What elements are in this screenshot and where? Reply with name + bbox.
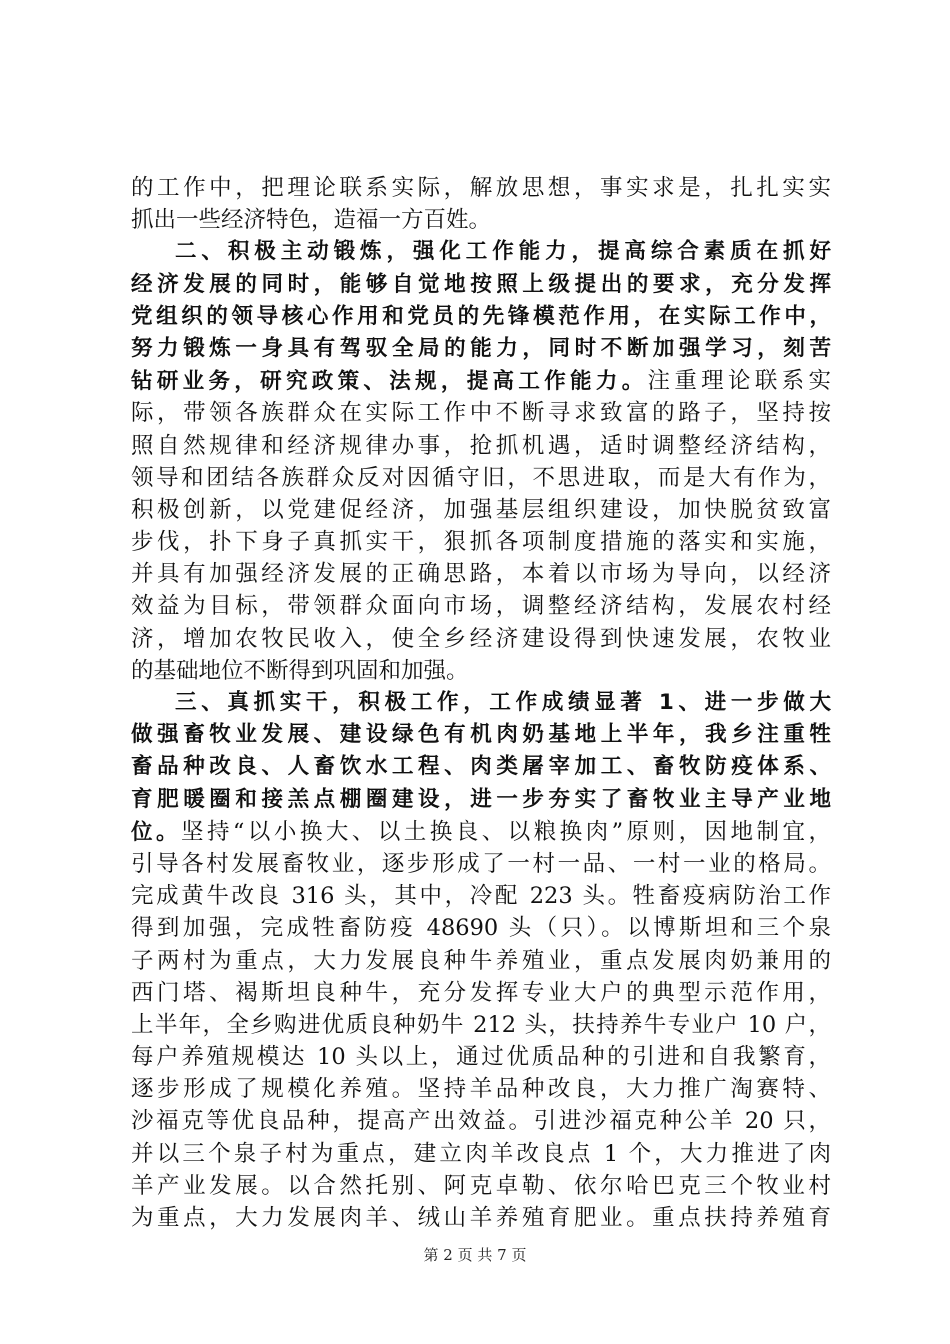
text-line: 逐步形成了规模化养殖。坚持羊品种改良，大力推广淘赛特、 <box>131 1076 831 1103</box>
text-line: 西门塔、褐斯坦良种牛，充分发挥专业大户的典型示范作用， <box>131 979 831 1006</box>
text-line: 际，带领各族群众在实际工作中不断寻求致富的路子，坚持按 <box>131 400 831 427</box>
text-line: 抓出一些经济特色，造福一方百姓。 <box>131 207 492 234</box>
text-run-bold: 钻研业务，研究政策、法规，提高工作能力。 <box>131 369 648 395</box>
text-line: 济，增加农牧民收入，使全乡经济建设得到快速发展，农牧业 <box>131 625 831 652</box>
text-line: 积极创新，以党建促经济，加强基层组织建设，加快脱贫致富 <box>131 496 831 523</box>
text-line: 沙福克等优良品种，提高产出效益。引进沙福克种公羊 20 只， <box>131 1108 831 1135</box>
text-line: 党组织的领导核心作用和党员的先锋模范作用，在实际工作中， <box>131 303 831 329</box>
text-line: 效益为目标，带领群众面向市场，调整经济结构，发展农村经 <box>131 593 831 620</box>
text-line: 子两村为重点，大力发展良种牛养殖业，重点发展肉奶兼用的 <box>131 947 831 974</box>
text-line: 步伐，扑下身子真抓实干，狠抓各项制度措施的落实和实施， <box>131 529 831 556</box>
text-line: 畜品种改良、人畜饮水工程、肉类屠宰加工、畜牧防疫体系、 <box>131 754 831 780</box>
text-line: 做强畜牧业发展、建设绿色有机肉奶基地上半年，我乡注重牲 <box>131 722 831 748</box>
section-heading: 三、真抓实干，积极工作，工作成绩显著 1、进一步做大 <box>175 690 831 715</box>
text-run: 注重理论联系实 <box>647 368 831 395</box>
text-line: 领导和团结各族群众反对因循守旧，不思进取，而是大有作为， <box>131 464 831 491</box>
text-line-mixed <box>131 816 831 848</box>
text-line: 羊产业发展。以合然托别、阿克卓勒、依尔哈巴克三个牧业村 <box>131 1172 831 1199</box>
text-line: 育肥暖圈和接羔点棚圈建设，进一步夯实了畜牧业主导产业地 <box>131 786 831 812</box>
text-line: 经济发展的同时，能够自觉地按照上级提出的要求，充分发挥 <box>131 271 831 297</box>
text-line: 完成黄牛改良 316 头，其中，冷配 223 头。牲畜疫病防治工作 <box>131 883 831 910</box>
page-footer: 第 2 页 共 7 页 <box>423 1246 527 1264</box>
text-line: 努力锻炼一身具有驾驭全局的能力，同时不断加强学习，刻苦 <box>131 335 831 361</box>
text-line: 并具有加强经济发展的正确思路，本着以市场为导向，以经济 <box>131 561 831 588</box>
text-line: 并以三个泉子村为重点，建立肉羊改良点 1 个，大力推进了肉 <box>131 1140 831 1167</box>
text-line: 得到加强，完成牲畜防疫 48690 头（只）。以博斯坦和三个泉 <box>131 915 831 942</box>
text-run: 坚持“以小换大、以土换良、以粮换肉”原则，因地制宜， <box>180 818 831 845</box>
text-line: 为重点，大力发展肉羊、绒山羊养殖育肥业。重点扶持养殖育 <box>131 1205 831 1231</box>
text-line: 的工作中，把理论联系实际，解放思想，事实求是，扎扎实实 <box>131 175 831 201</box>
text-line: 每户养殖规模达 10 头以上，通过优质品种的引进和自我繁育， <box>131 1044 831 1071</box>
text-line: 的基础地位不断得到巩固和加强。 <box>131 657 469 684</box>
text-run-bold: 位。 <box>131 819 181 845</box>
document-body <box>131 172 831 1234</box>
text-line-mixed <box>131 365 831 397</box>
section-heading: 二、积极主动锻炼，强化工作能力，提高综合素质在抓好 <box>175 239 831 265</box>
text-line: 引导各村发展畜牧业，逐步形成了一村一品、一村一业的格局。 <box>131 850 831 877</box>
text-line: 照自然规律和经济规律办事，抢抓机遇，适时调整经济结构， <box>131 432 831 459</box>
text-line: 上半年，全乡购进优质良种奶牛 212 头，扶持养牛专业户 10 户， <box>131 1011 831 1038</box>
